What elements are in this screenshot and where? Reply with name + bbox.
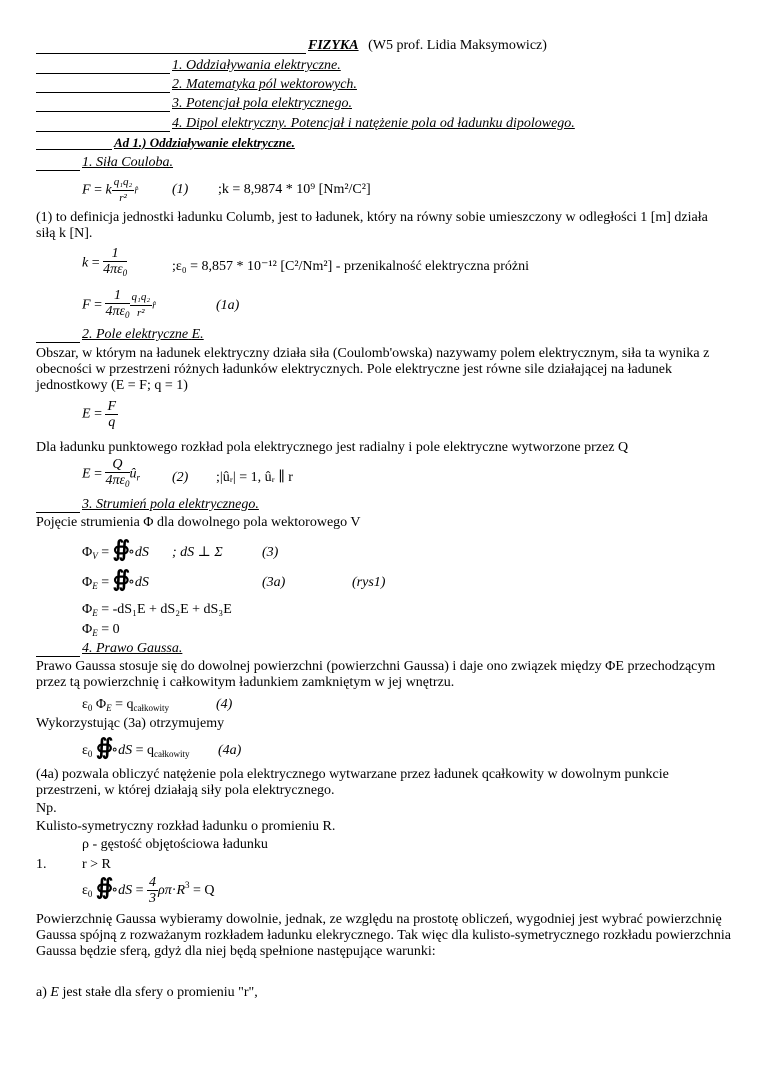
section-rule (36, 149, 112, 150)
toc-item-2: 2. Matematyka pól wektorowych. (172, 77, 357, 92)
equation-k: k = $\frac{1}{4\pi\varepsilon_0}$ (82, 246, 128, 278)
equation-1a: F = $\frac{1}{4\pi\varepsilon_0}$ $\frac{\text{q₁q₂}}{\text{r²}}$ r̂ (82, 288, 157, 320)
permittivity-value: ;ε₀ = 8,857 * 10⁻¹² [C²/Nm²] - przenikalność elektryczna próżni (172, 259, 529, 274)
gauss-law-text: Prawo Gaussa stosuje się do dowolnej powierzchni (powierzchni Gaussa) i daje ono związek między ΦE przechodzącym przez tą powierzchnię i całkowitym ładunkiem zamkniętym w jej wnętrzu. (36, 659, 716, 690)
coulomb-definition-text: (1) to definicja jednostki ładunku Columb, jest to ładunek, który na równy sobie umieszczony w odległości 1 [m] działa siłą k [N]. (36, 210, 708, 241)
subsection-rule (36, 512, 80, 513)
equation-4-number: (4) (216, 697, 233, 712)
case-condition: r > R (82, 857, 111, 872)
equation-1a-number: (1a) (216, 298, 240, 313)
page-subtitle: (W5 prof. Lidia Maksymowicz) (368, 38, 547, 53)
subsection-rule (36, 656, 80, 657)
toc-rule (36, 73, 170, 74)
header (308, 38, 547, 54)
electric-field-text: Obszar, w którym na ładunek elektryczny działa siła (Coulomb'owska) nazywamy polem elektrycznym, siła ta wynika z obecności w przestrzeni różnych ładunków elektrycznych. Pole elektryczne jest równe sile działającej na ładunek jednostkowy (E = F; q = 1) (36, 346, 710, 393)
toc-rule (36, 131, 170, 132)
equation-3-condition: ; dS ⊥ Σ (172, 545, 223, 560)
equation-4: $\varepsilon_0$ $\Phi_E = q_{całkowity}$ (82, 697, 170, 713)
coulomb-constant: ;k = 8,9874 * 10⁹ [Nm²/C²] (218, 182, 371, 197)
case-number: 1. (36, 857, 47, 872)
equation-2-number: (2) (172, 470, 189, 485)
flux-sum-line: $\Phi_E = -dS_1E + dS_2E + dS_3E$ (82, 602, 232, 618)
example-description: Kulisto-symetryczny rozkład ładunku o promieniu R. (36, 819, 336, 834)
gauss-surface-choice-text: Powierzchnię Gaussa wybieramy dowolnie, jednak, ze względu na prostotę obliczeń, wygodniej jest wybrać powierzchnię Gaussa spójną z rozważanym rozkładem ładunku elekrycznego. Tak więc dla kulisto-symetrycznego rozkładu powierzchnia Gaussa będzie sferą, gdyż dla niej będą spełnione następujące warunki: (36, 912, 732, 959)
equation-2: E = $\frac{Q}{4\pi\varepsilon_0}$ $û_r$ (82, 457, 141, 489)
radial-field-text: Dla ładunku punktowego rozkład pola elektrycznego jest radialny i pole elektryczne wytworzone przez Q (36, 440, 629, 455)
equation-3-number: (3) (262, 545, 279, 560)
charge-density-definition: ρ - gęstość objętościowa ładunku (82, 837, 268, 852)
figure-reference: (rys1) (352, 575, 386, 590)
subsection-rule (36, 342, 80, 343)
subsection-heading-coulomb: 1. Siła Couloba. (82, 155, 174, 170)
example-label: Np. (36, 801, 57, 816)
page-title: FIZYKA (308, 38, 359, 53)
subsection-rule (36, 170, 80, 171)
equation-field-definition: E = $\frac{F}{q}$ (82, 399, 117, 430)
equation-3a: $\Phi_E$ = ∯∘dS (82, 566, 149, 591)
gauss-application-text: (4a) pozwala obliczyć natężenie pola elektrycznego wytwarzane przez ładunek qcałkowity w dowolnym punkcie przestrzeni, w której działają siły pola elektrycznego. (36, 767, 669, 798)
equation-3: $\Phi_V$ = ∯∘dS (82, 536, 149, 561)
equation-4a-number: (4a) (218, 743, 242, 758)
equation-2-condition: ;|ûᵣ| = 1, ûᵣ ∥ r (216, 470, 293, 485)
toc-rule (36, 111, 170, 112)
condition-a: a) E jest stałe dla sfery o promieniu "r", (36, 985, 258, 1000)
section-heading: Ad 1.) Oddziaływanie elektryczne. (114, 135, 295, 150)
flux-intro-text: Pojęcie strumienia Φ dla dowolnego pola wektorowego V (36, 515, 361, 530)
equation-sphere: $\varepsilon_0$ ∯∘dS = $\frac{4}{3}$ $\rho\pi\cdot R^3 = Q$ (82, 874, 215, 907)
header-rule (36, 53, 306, 54)
subsection-heading-gauss: 4. Prawo Gaussa. (82, 641, 183, 656)
toc-item-4: 4. Dipol elektryczny. Potencjał i natężenie pola od ładunku dipolowego. (172, 116, 575, 131)
equation-4a: $\varepsilon_0$ ∯∘dS = $q_{całkowity}$ (82, 734, 190, 759)
flux-zero-line: $\Phi_E = 0$ (82, 622, 120, 638)
toc-rule (36, 92, 170, 93)
subsection-heading-flux: 3. Strumień pola elektrycznego. (82, 497, 259, 512)
equation-1: F = k $\frac{\text{q₁q₂}}{\text{r²}}$ r̂ (82, 176, 139, 204)
toc-item-1: 1. Oddziaływania elektryczne. (172, 58, 341, 73)
using-3a-text: Wykorzystując (3a) otrzymujemy (36, 716, 225, 731)
equation-3a-number: (3a) (262, 575, 286, 590)
equation-1-number: (1) (172, 182, 189, 197)
subsection-heading-field: 2. Pole elektryczne E. (82, 327, 204, 342)
toc-item-3: 3. Potencjał pola elektrycznego. (172, 96, 352, 111)
